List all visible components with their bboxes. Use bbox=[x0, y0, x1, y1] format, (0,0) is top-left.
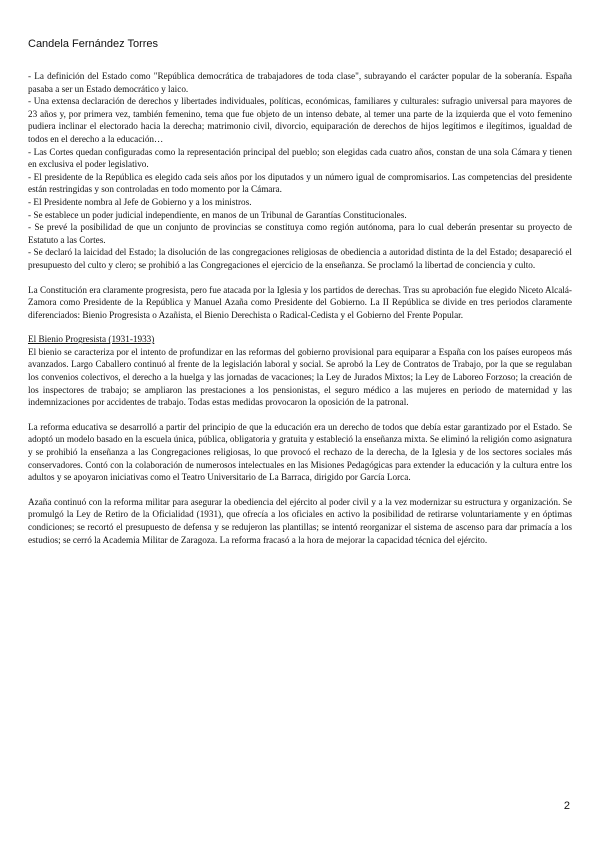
list-item: - El Presidente nombra al Jefe de Gobierno y a los ministros. bbox=[28, 196, 252, 207]
constitution-paragraph: La Constitución era claramente progresista, pero fue atacada por la Iglesia y los partidos de derechas. Tras su aprobación fue elegido Niceto Alcalá-Zamora como Presidente de la República y Manuel Azaña como Presidente del Gobierno. La II República se divide en tres periodos claramente diferenciados: Bienio Progresista o Azañista, el Bienio Derechista o Radical-Cedista y el Gobierno del Frente Popular. bbox=[28, 284, 572, 320]
list-item: - La definición del Estado como "República democrática de trabajadores de toda clase", subrayando el carácter popular de la soberanía. España pasaba a ser un Estado democrático y laico. bbox=[28, 71, 572, 94]
list-item: - Se prevé la posibilidad de que un conjunto de provincias se constituya como región autónoma, para lo cual deberán presentar su proyecto de Estatuto a las Cortes. bbox=[28, 222, 572, 245]
list-item: - Se establece un poder judicial independiente, en manos de un Tribunal de Garantías Constitucionales. bbox=[28, 209, 407, 220]
list-item: - Las Cortes quedan configuradas como la representación principal del pueblo; son elegidas cada cuatro años, constan de una sola Cámara y tienen en exclusiva el poder legislativo. bbox=[28, 146, 572, 170]
list-item: - El presidente de la República es elegido cada seis años por los diputados y un número igual de compromisarios. Las competencias del presidente están restringidas y son controladas en todo momento por la Cámara. bbox=[28, 171, 572, 195]
list-item: - Una extensa declaración de derechos y libertades individuales, políticas, económicas, familiares y culturales: sufragio universal para mayores de 23 años y, por primera vez, también femenino, tema que fue objeto de un intenso debate, al temer una parte de la izquierda que el voto femenino pudiera inclinar el electorado hacia la derecha; matrimonio civil, divorcio, equiparación de derechos de hijos legítimos e ilegítimos, igualdad de todos en el derecho a la educación… bbox=[28, 96, 572, 144]
list-item: - Se declaró la laicidad del Estado; la disolución de las congregaciones religiosas de obediencia a autoridad distinta de la del Estado; desapareció el presupuesto del culto y clero; se prohibió a las Congregaciones el ejercicio de la enseñanza. Se proclamó la libertad de conciencia y culto. bbox=[28, 247, 572, 270]
education-paragraph: La reforma educativa se desarrolló a partir del principio de que la educación era un derecho de todos que debía estar garantizado por el Estado. Se adoptó un modelo basado en la escuela única, pública, obligatoria y gratuita y estableció la enseñanza mixta. Se eliminó la religión como asignatura y se prohibió la enseñanza a las Congregaciones religiosas, lo que provocó el rechazo de la derecha, de la Iglesia y de los sectores sociales más conservadores. Contó con la colaboración de numerosos intelectuales en las Misiones Pedagógicas para extender la educación y la cultura entre los adultos y se apoyaron iniciativas como el Teatro Universitario de La Barraca, dirigido por García Lorca. bbox=[28, 421, 572, 483]
military-paragraph: Azaña continuó con la reforma militar para asegurar la obediencia del ejército al poder civil y a la vez modernizar su estructura y organización. Se promulgó la Ley de Retiro de la Oficialidad (1931), que ofrecía a los oficiales en activo la posibilidad de retirarse voluntariamente y en óptimas condiciones; se recortó el presupuesto de defensa y se redujeron las plantillas; se intentó reorganizar el sistema de ascenso para dar primacía a los estudios; se cerró la Academia Militar de Zaragoza. La reforma fracasó a la hora de mejorar la capacidad técnica del ejército. bbox=[28, 496, 572, 545]
author-name: Candela Fernández Torres bbox=[28, 38, 159, 50]
bienio-paragraph: El bienio se caracteriza por el intento de profundizar en las reformas del gobierno provisional para equiparar a España con los países europeos más avanzados. Largo Caballero continuó al frente de la legislación laboral y social. Se aprobó la Ley de Contratos de Trabajo, por la que se regulaban los convenios colectivos, el derecho a la huelga y las jornadas de vacaciones; la Ley de Jurados Mixtos; la Ley de Laboreo Forzoso; la creación de los inspectores de trabajo; se ampliaron las prestaciones a los pensionistas, el seguro médico a las mujeres en periodo de maternidad y las indemnizaciones por accidentes de trabajo. Todas estas medidas provocaron la oposición de la patronal. bbox=[28, 346, 572, 408]
section-heading: El Bienio Progresista (1931-1933) bbox=[28, 334, 155, 345]
page-number: 2 bbox=[563, 800, 570, 812]
document-body bbox=[28, 70, 572, 546]
